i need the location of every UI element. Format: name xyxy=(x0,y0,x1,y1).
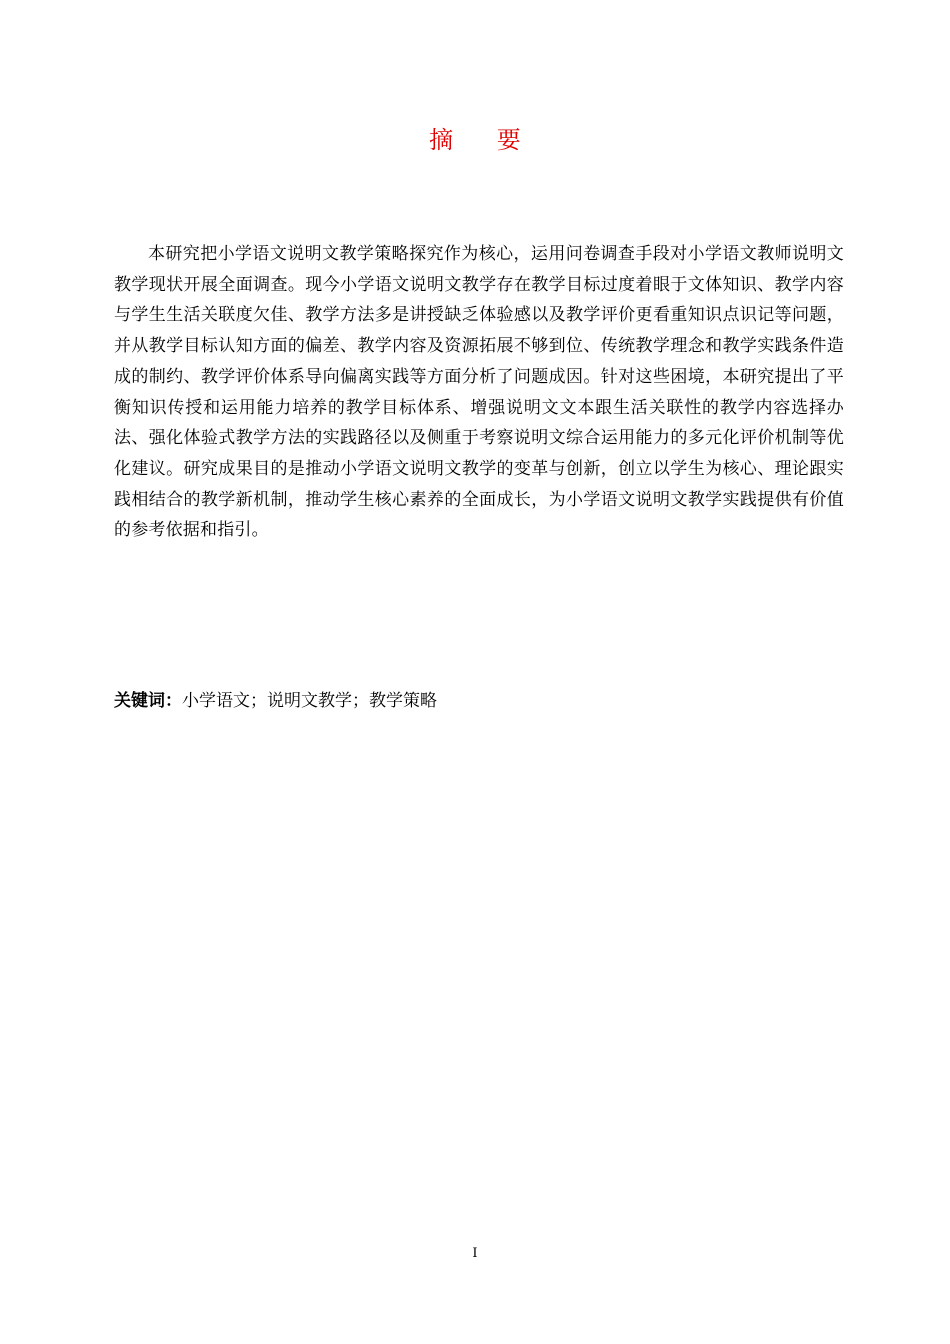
keywords-text: 小学语文；说明文教学；教学策略 xyxy=(182,691,437,711)
abstract-title: 摘 要 xyxy=(429,126,539,154)
keywords-label: 关键词： xyxy=(114,691,182,711)
keywords-line xyxy=(114,686,844,716)
page-number: I xyxy=(472,1246,478,1261)
abstract-paragraph: 本研究把小学语文说明文教学策略探究作为核心，运用问卷调查手段对小学语文教师说明文教学现状开展全面调查。现今小学语文说明文教学存在教学目标过度着眼于文体知识、教学内容与学生生活关联度欠佳、教学方法多是讲授缺乏体验感以及教学评价更看重知识点识记等问题，并从教学目标认知方面的偏差、教学内容及资源拓展不够到位、传统教学理念和教学实践条件造成的制约、教学评价体系导向偏离实践等方面分析了问题成因。针对这些困境，本研究提出了平衡知识传授和运用能力培养的教学目标体系、增强说明文文本跟生活关联性的教学内容选择办法、强化体验式教学方法的实践路径以及侧重于考察说明文综合运用能力的多元化评价机制等优化建议。研究成果目的是推动小学语文说明文教学的变革与创新，创立以学生为核心、理论跟实践相结合的教学新机制，推动学生核心素养的全面成长，为小学语文说明文教学实践提供有价值的参考依据和指引。 xyxy=(114,244,844,541)
